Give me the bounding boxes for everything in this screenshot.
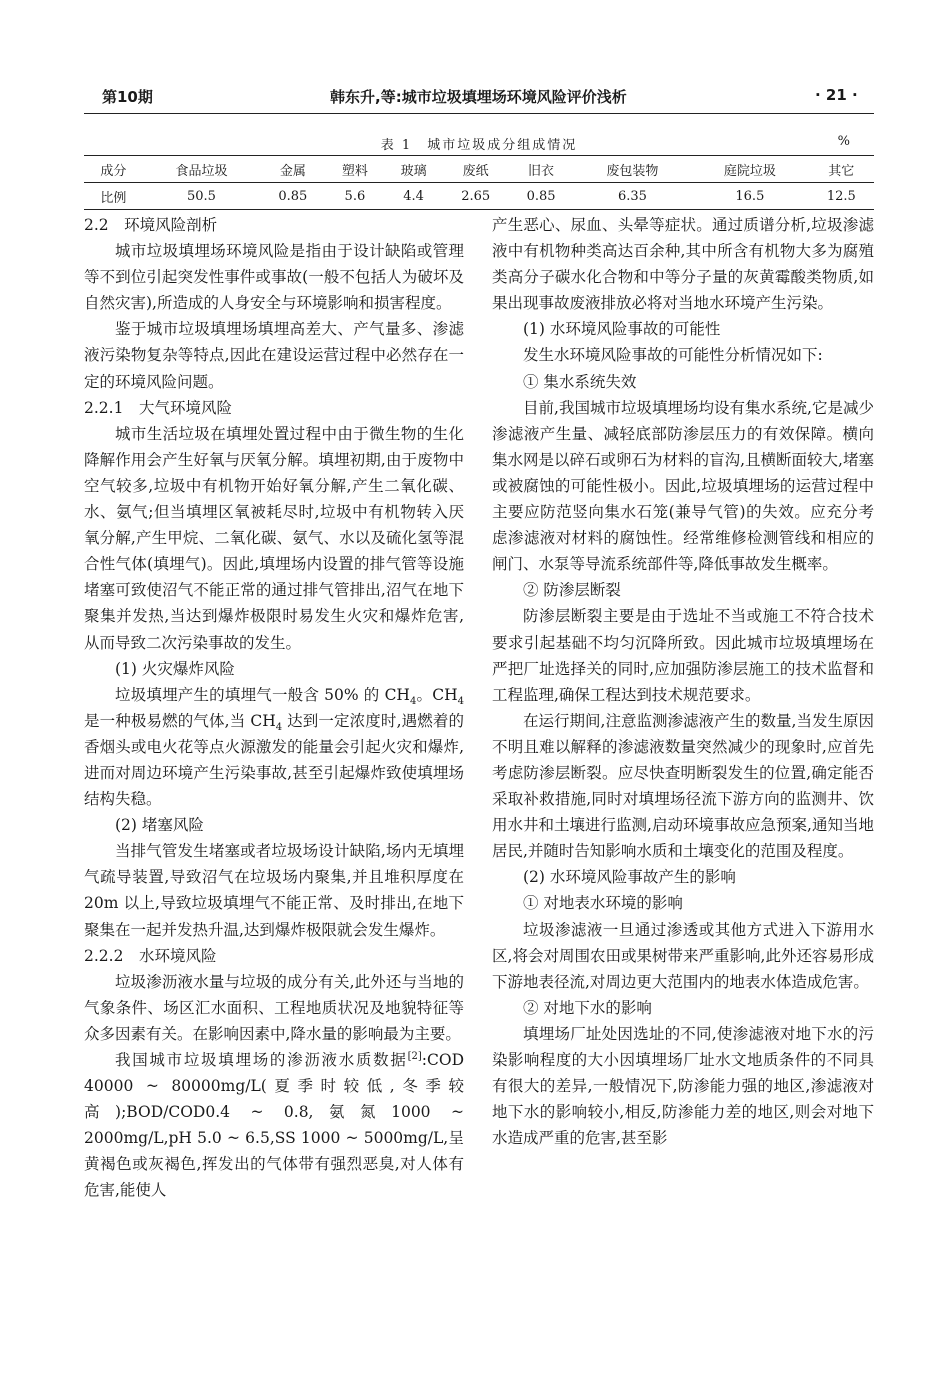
table-cell: 4.4 <box>384 183 443 210</box>
table-cell: 比例 <box>84 183 143 210</box>
table-cell: 50.5 <box>143 183 260 210</box>
text-run: 达到一定浓度时,遇燃着的香烟头或电火花等点火源激发的能量会引起火灾和爆炸,进而对周边环境产生污染事故,甚至引起爆炸致使填埋场结构失稳。 <box>84 711 464 809</box>
sub-heading: (2) 堵塞风险 <box>115 816 204 835</box>
text-run: 是一种极易燃的气体,当 CH <box>84 711 276 730</box>
paragraph: 在运行期间,注意监测渗滤液产生的数量,当发生原因不明且难以解释的渗滤液数量突然减少的现象时,应首先考虑防渗层断裂。应尽快查明断裂发生的位置,确定能否采取补救措施,同时对填埋场径流下游方向的监测井、饮用水井和土壤进行监测,启动环境事故应急预案,通知当地居民,并随时告知影响水质和土壤变化的范围及程度。 <box>492 711 874 861</box>
table-header-cell: 旧衣 <box>508 156 573 183</box>
table-header-cell: 庭院垃圾 <box>691 156 808 183</box>
header-rule <box>84 113 874 114</box>
paragraph: 垃圾渗沥液水量与垃圾的成分有关,此外还与当地的气象条件、场区汇水面积、工程地质状况及地貌特征等众多因素有关。在影响因素中,降水量的影响最为主要。 <box>84 972 464 1043</box>
sub-heading: (1) 水环境风险事故的可能性 <box>523 320 721 339</box>
table-cell: 5.6 <box>326 183 385 210</box>
paragraph: 鉴于城市垃圾填埋场填埋高差大、产气量多、渗滤液污染物复杂等特点,因此在建设运营过程中必然存在一定的环境风险问题。 <box>84 320 464 391</box>
table-header-cell: 食品垃圾 <box>143 156 260 183</box>
subscript: 4 <box>275 721 283 733</box>
running-title: 韩东升,等:城市垃圾填埋场环境风险评价浅析 <box>330 88 627 106</box>
item-heading: ① 集水系统失效 <box>523 372 637 391</box>
table-cell: 6.35 <box>574 183 691 210</box>
table-cell: 16.5 <box>691 183 808 210</box>
table-header-cell: 金属 <box>260 156 325 183</box>
subsection-heading: 2.2.1 大气环境风险 <box>84 398 232 417</box>
table-unit: % <box>837 134 850 149</box>
table-header-cell: 玻璃 <box>384 156 443 183</box>
table-header-cell: 废包装物 <box>574 156 691 183</box>
item-heading: ② 对地下水的影响 <box>523 998 652 1017</box>
sub-heading: (1) 火灾爆炸风险 <box>115 659 235 678</box>
paragraph: 防渗层断裂主要是由于选址不当或施工不符合技术要求引起基础不均匀沉降所致。因此城市垃圾填埋场在严把厂址选择关的同时,应加强防渗层施工的技术监督和工程监理,确保工程达到技术规范要求。 <box>492 607 874 704</box>
table-header-cell: 成分 <box>84 156 143 183</box>
paragraph: 城市垃圾填埋场环境风险是指由于设计缺陷或管理等不到位引起突发性事件或事故(一般不包括人为破坏及自然灾害),所造成的人身安全与环境影响和损害程度。 <box>84 242 464 313</box>
paragraph: 发生水环境风险事故的可能性分析情况如下: <box>523 346 823 365</box>
paragraph: 当排气管发生堵塞或者垃圾场设计缺陷,场内无填埋气疏导装置,导致沼气在垃圾场内聚集,并且堆积厚度在 20m 以上,导致垃圾填埋气不能正常、及时排出,在地下聚集在一起并发热升温,达到爆炸极限就会发生爆炸。 <box>84 842 464 939</box>
item-heading: ② 防渗层断裂 <box>523 581 621 600</box>
paragraph: 填埋场厂址处因选址的不同,使渗滤液对地下水的污染影响程度的大小因填埋场厂址水文地质条件的不同具有很大的差异,一般情况下,防渗能力强的地区,渗滤液对地下水的影响较小,相反,防渗能力差的地区,则会对地下水造成严重的危害,甚至影 <box>492 1024 874 1148</box>
table-caption: 表 1 城市垃圾成分组成情况 <box>380 138 578 153</box>
paragraph <box>84 1047 464 1204</box>
sub-heading: (2) 水环境风险事故产生的影响 <box>523 868 736 887</box>
subscript: 4 <box>457 695 464 707</box>
left-column <box>84 212 464 1204</box>
table-cell: 0.85 <box>508 183 573 210</box>
paragraph <box>84 682 464 812</box>
paragraph: 产生恶心、尿血、头晕等症状。通过质谱分析,垃圾渗滤液中有机物种类高达百余种,其中所含有机物大多为腐殖类高分子碳水化合物和中等分子量的灰黄霉酸类物质,如果出现事故废液排放必将对当地水环境产生污染。 <box>492 216 874 313</box>
table-cell: 0.85 <box>260 183 325 210</box>
text-run: :COD 40000 ~ 80000mg/L(夏季时较低,冬季较高);BOD/COD0.4 ~ 0.8,氨氮1000 ~ 2000mg/L,pH 5.0 ~ 6.5,SS 1000 ~ 5000mg/L,呈黄褐色或灰褐色,挥发出的气体带有强烈恶臭,对人体有危害,能使人 <box>84 1051 464 1200</box>
table-cell: 12.5 <box>809 183 874 210</box>
item-heading: ① 对地表水环境的影响 <box>523 894 683 913</box>
citation-ref: [2] <box>407 1050 422 1062</box>
table-header-cell: 废纸 <box>443 156 508 183</box>
page-number: · 21 · <box>815 86 858 104</box>
right-column <box>492 212 874 1151</box>
subsection-heading: 2.2.2 水环境风险 <box>84 946 217 965</box>
issue-number: 第10期 <box>102 88 153 106</box>
paragraph: 目前,我国城市垃圾填埋场均设有集水系统,它是减少渗滤液产生量、减轻底部防渗层压力的有效保障。横向集水网是以碎石或卵石为材料的盲沟,且横断面较大,堵塞或被腐蚀的可能性极小。因此,垃圾填埋场的运营过程中主要应防范竖向集水石笼(兼导气管)的失效。应充分考虑渗滤液对材料的腐蚀性。经常维修检测管线和相应的闸门、水泵等导流系统部件等,降低事故发生概率。 <box>492 398 874 574</box>
table-header-row <box>84 156 874 183</box>
paragraph: 垃圾渗滤液一旦通过渗透或其他方式进入下游用水区,将会对周围农田或果树带来严重影响,此外还容易形成下游地表径流,对周边更大范围内的地表水体造成危害。 <box>492 920 874 991</box>
subscript: 4 <box>409 695 417 707</box>
section-heading: 2.2 环境风险剖析 <box>84 216 218 234</box>
text-run: 我国城市垃圾填埋场的渗沥液水质数据 <box>115 1051 408 1069</box>
composition-table <box>84 155 874 210</box>
text-run: 。CH <box>416 685 458 704</box>
text-run: 垃圾填埋产生的填埋气一般含 50% 的 CH <box>115 685 410 704</box>
table-cell: 2.65 <box>443 183 508 210</box>
paragraph: 城市生活垃圾在填埋处置过程中由于微生物的生化降解作用会产生好氧与厌氧分解。填埋初期,由于废物中空气较多,垃圾中有机物开始好氧分解,产生二氧化碳、水、氨气;但当填埋区氧被耗尽时,垃圾中有机物转入厌氧分解,产生甲烷、二氧化碳、氨气、水以及硫化氢等混合性气体(填埋气)。因此,填埋场内设置的排气管等设施堵塞可致使沼气不能正常的通过排气管排出,沼气在地下聚集并发热,当达到爆炸极限时易发生火灾和爆炸危害,从而导致二次污染事故的发生。 <box>84 424 464 652</box>
table-header-cell: 其它 <box>809 156 874 183</box>
table-row <box>84 183 874 210</box>
table-header-cell: 塑料 <box>326 156 385 183</box>
